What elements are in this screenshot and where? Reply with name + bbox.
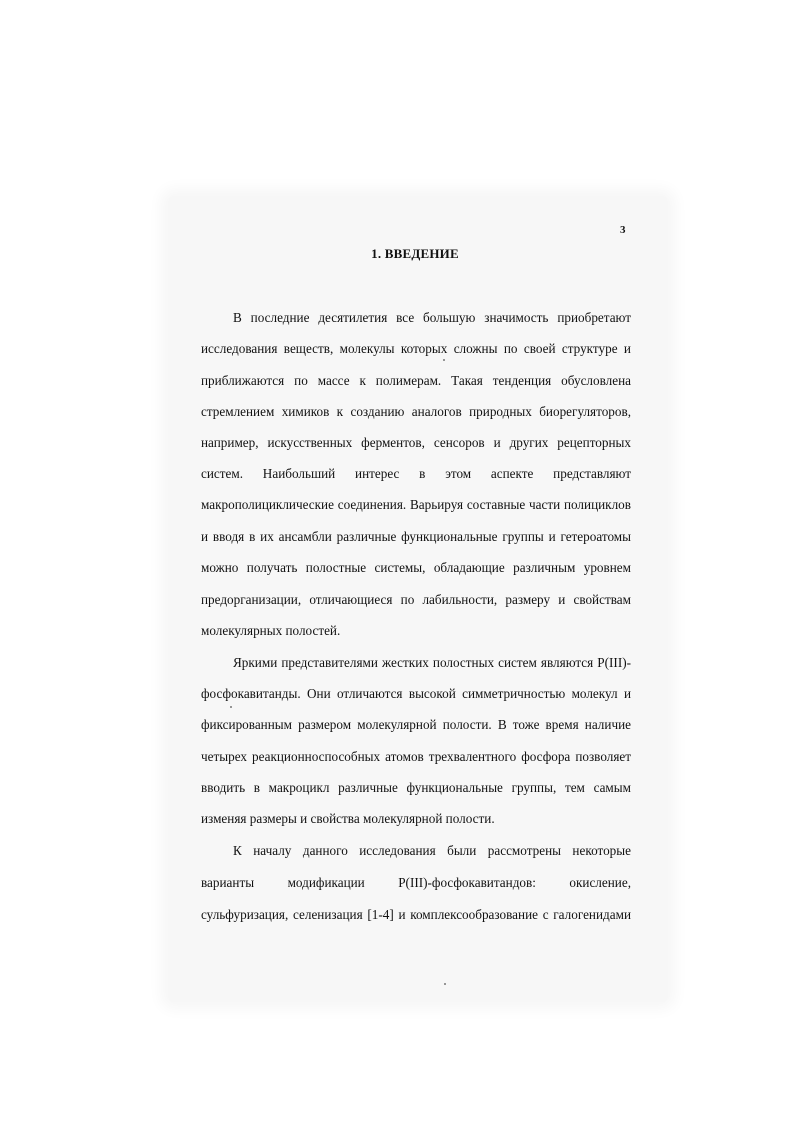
text-line: Яркими представителями жестких полостных систем являются Р(III)- — [233, 655, 631, 670]
scan-speck — [444, 983, 446, 985]
text-line: приближаются по массе к полимерам. Такая тенденция обусловлена — [201, 373, 631, 388]
text-line: вводить в макроцикл различные функциональные группы, тем самым — [201, 780, 631, 795]
text-line: фосфокавитанды. Они отличаются высокой симметричностью молекул и — [201, 686, 631, 701]
text-line: сульфуризация, селенизация [1-4] и комплексообразование с галогенидами — [201, 907, 631, 922]
scan-speck — [443, 359, 445, 361]
scan-speck — [230, 706, 232, 708]
text-line: исследования веществ, молекулы которых сложны по своей структуре и — [201, 341, 631, 356]
text-line: например, искусственных ферментов, сенсоров и других рецепторных — [201, 435, 631, 450]
text-line: можно получать полостные системы, обладающие различным уровнем — [201, 560, 631, 575]
text-line: фиксированным размером молекулярной полости. В тоже время наличие — [201, 717, 631, 732]
text-line: варианты модификации Р(III)-фосфокавитандов: окисление, — [201, 875, 631, 890]
text-line: четырех реакционноспособных атомов трехвалентного фосфора позволяет — [201, 749, 631, 764]
text-line: изменяя размеры и свойства молекулярной полости. — [201, 811, 495, 826]
text-line: систем. Наибольший интерес в этом аспекте представляют — [201, 466, 631, 481]
text-line: и вводя в их ансамбли различные функциональные группы и гетероатомы — [201, 529, 631, 544]
text-line: К началу данного исследования были рассмотрены некоторые — [233, 843, 631, 858]
text-line: В последние десятилетия все большую значимость приобретают — [233, 310, 631, 325]
text-line: макрополициклические соединения. Варьируя составные части полициклов — [201, 497, 631, 512]
text-line: молекулярных полостей. — [201, 623, 341, 638]
page-number: 3 — [620, 224, 626, 236]
text-line: стремлением химиков к созданию аналогов природных биорегуляторов, — [201, 404, 631, 419]
page-title: 1. ВВЕДЕНИЕ — [371, 246, 459, 261]
text-line: предорганизации, отличающиеся по лабильности, размеру и свойствам — [201, 592, 631, 607]
